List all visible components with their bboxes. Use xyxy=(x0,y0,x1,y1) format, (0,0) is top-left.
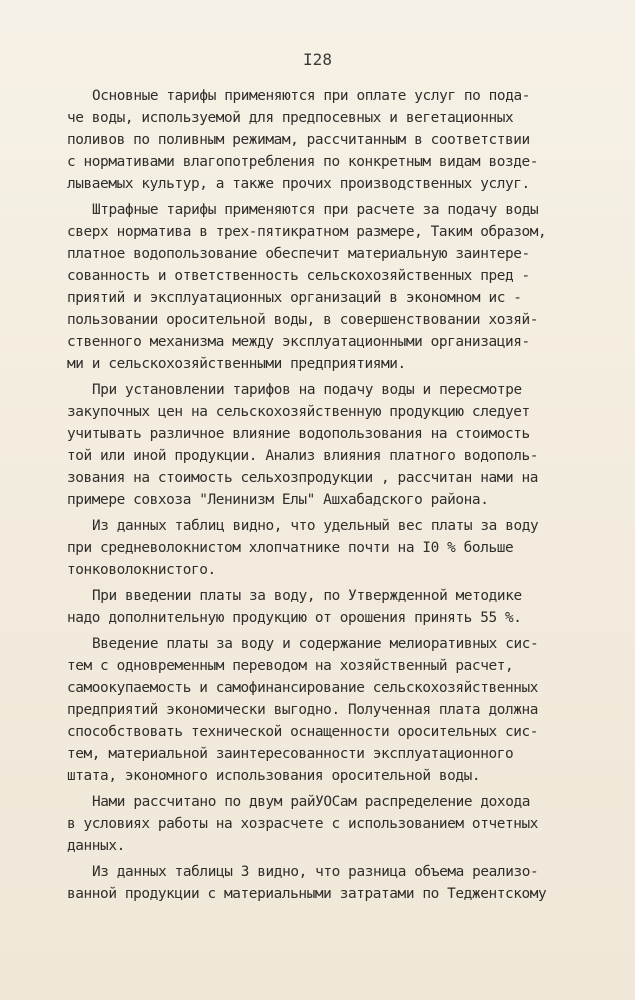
text-line: ми и сельскохозяйственными предприятиями. xyxy=(67,356,406,372)
text-line: Введение платы за воду и содержание мелиоративных сис- xyxy=(92,636,539,652)
text-line: при средневолокнистом хлопчатнике почти на I0 % больше xyxy=(67,540,514,556)
text-line: примере совхоза "Ленинизм Елы" Ашхабадского района. xyxy=(67,492,489,508)
text-line: зования на стоимость сельхозпродукции , рассчитан нами на xyxy=(67,470,539,486)
text-line: че воды, используемой для предпосевных и вегетационных xyxy=(67,110,514,126)
text-line: предприятий экономически выгодно. Полученная плата должна xyxy=(67,702,539,718)
text-line: надо дополнительную продукцию от орошения принять 55 %. xyxy=(67,610,522,626)
text-line: с нормативами влагопотребления по конкретным видам возде- xyxy=(67,154,539,170)
text-line: поливов по поливным режимам, рассчитанным в соответствии xyxy=(67,132,530,148)
text-line: сованность и ответственность сельскохозяйственных пред - xyxy=(67,268,530,284)
text-line: тонковолокнистого. xyxy=(67,562,216,578)
text-line: в условиях работы на хозрасчете с использованием отчетных xyxy=(67,816,539,832)
text-line: лываемых культур, а также прочих производственных услуг. xyxy=(67,176,530,192)
text-line: той или иной продукции. Анализ влияния платного водополь- xyxy=(67,448,539,464)
text-line: закупочных цен на сельскохозяйственную продукцию следует xyxy=(67,404,530,420)
text-line: учитывать различное влияние водопользования на стоимость xyxy=(67,426,530,442)
text-line: Основные тарифы применяются при оплате услуг по пода- xyxy=(92,88,530,104)
text-line: пользовании оросительной воды, в совершенствовании хозяй- xyxy=(67,312,539,328)
text-line: ственного механизма между эксплуатационными организация- xyxy=(67,334,530,350)
text-line: штата, экономного использования оросительной воды. xyxy=(67,768,481,784)
text-line: Из данных таблицы 3 видно, что разница объема реализо- xyxy=(92,864,539,880)
text-line: При установлении тарифов на подачу воды и пересмотре xyxy=(92,382,522,398)
text-line: сверх норматива в трех-пятикратном размере, Таким образом, xyxy=(67,224,547,240)
text-line: тем с одновременным переводом на хозяйственный расчет, xyxy=(67,658,514,674)
text-line: Штрафные тарифы применяются при расчете за подачу воды xyxy=(92,202,539,218)
text-line: способствовать технической оснащенности оросительных сис- xyxy=(67,724,539,740)
text-line: самоокупаемость и самофинансирование сельскохозяйственных xyxy=(67,680,539,696)
text-line: Нами рассчитано по двум райУОСам распределение дохода xyxy=(92,794,530,810)
text-line: Из данных таблиц видно, что удельный вес платы за воду xyxy=(92,518,539,534)
text-line: платное водопользование обеспечит материальную заинтере- xyxy=(67,246,530,262)
text-line: данных. xyxy=(67,838,125,854)
page-number: I28 xyxy=(303,50,332,69)
text-line: При введении платы за воду, по Утвержденной методике xyxy=(92,588,522,604)
text-line: ванной продукции с материальными затратами по Теджентскому xyxy=(67,886,547,902)
text-line: тем, материальной заинтересованности эксплуатационного xyxy=(67,746,514,762)
text-line: приятий и эксплуатационных организаций в экономном ис - xyxy=(67,290,522,306)
